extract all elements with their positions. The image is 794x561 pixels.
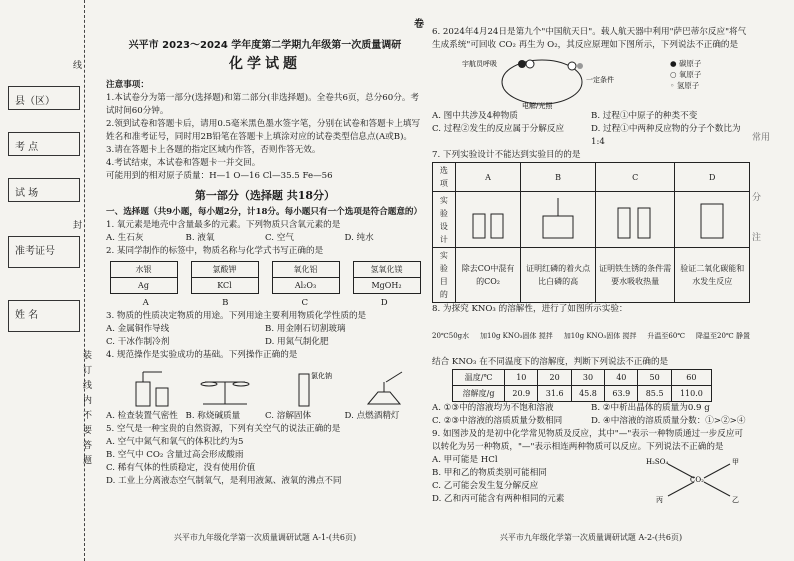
q3-option-b[interactable]: B. 用金刚石切割玻璃 bbox=[265, 324, 346, 334]
field-exam-room[interactable]: 试 场 bbox=[8, 178, 80, 202]
q6-option-c[interactable]: C. 过程②发生的反应属于分解反应 bbox=[432, 124, 565, 134]
question-4-options bbox=[106, 410, 424, 423]
q6-option-a[interactable]: A. 图中共涉及4种物质 bbox=[432, 111, 518, 121]
notice-4: 4.考试结束，本试卷和答题卡一并交回。 bbox=[106, 158, 261, 168]
step-3: 升温至60℃ bbox=[647, 331, 686, 340]
left-column bbox=[106, 19, 424, 488]
q2-option-a[interactable]: A bbox=[142, 298, 149, 308]
q2-option-c[interactable]: C bbox=[301, 298, 309, 308]
question-8-note: 结合 KNO₃ 在不同温度下的溶解度，判断下列说法不正确的是 bbox=[432, 357, 669, 367]
q8-option-d[interactable]: D. ④中溶液的溶质质量分数：①>②>④ bbox=[591, 416, 746, 426]
right-column bbox=[432, 26, 750, 512]
airtightness-figure bbox=[116, 368, 176, 408]
balance-figure bbox=[195, 368, 255, 408]
question-9-options bbox=[432, 454, 642, 506]
binding-line bbox=[84, 0, 85, 561]
atomic-masses: 可能用到的相对原子质量：H—1 O—16 Cl—35.5 Fe—56 bbox=[106, 171, 333, 181]
atom-legend bbox=[670, 58, 701, 91]
question-7-table bbox=[432, 162, 750, 303]
astronaut-label: 宇航员呼吸 bbox=[462, 60, 497, 68]
question-1: 1. 氧元素是地壳中含量最多的元素。下列物质只含氧元素的是 bbox=[106, 220, 341, 230]
part-one-title: 第一部分（选择题 共18分） bbox=[194, 189, 336, 202]
table-row: 温度/℃ 10 20 30 40 50 60 bbox=[453, 370, 712, 386]
legend-oxygen: ○ 氧原子 bbox=[670, 70, 702, 79]
line-word: 线 bbox=[71, 60, 81, 69]
right-margin-marks bbox=[752, 20, 786, 540]
question-6-figure bbox=[432, 52, 750, 110]
solubility-table bbox=[452, 369, 712, 402]
right-footer: 兴平市九年级化学第一次质量调研试题 A-2-(共6页) bbox=[499, 533, 683, 542]
exam-header: 兴平市 2023～2024 学年度第二学期九年级第一次质量调研 bbox=[128, 40, 402, 51]
q1-option-b[interactable]: B. 液氧 bbox=[185, 233, 215, 243]
legend-hydrogen: ◦ 氢原子 bbox=[670, 81, 700, 90]
apparatus-d bbox=[675, 192, 750, 248]
question-9: 9. 如图涉及的是初中化学常见物质及反应，其中"—"表示一种物质通过一步反应可以转化为另一种物质，"—"表示相连两种物质可以反应。下列说法不正确的是 bbox=[432, 429, 744, 452]
question-4: 4. 规范操作是实验成功的基础。下列操作正确的是 bbox=[106, 350, 298, 360]
alcohol-lamp-figure bbox=[354, 368, 414, 408]
apparatus-c bbox=[595, 192, 675, 248]
q8-option-b[interactable]: B. ②中析出晶体的质量为0.9 g bbox=[591, 403, 710, 413]
notice-title: 注意事项： bbox=[106, 80, 149, 90]
table-row: 实验设计 bbox=[433, 192, 750, 248]
reaction-cycle-diagram bbox=[462, 52, 662, 110]
sodium-chloride-label: 氯化钠 bbox=[310, 372, 332, 380]
question-4-figures bbox=[106, 364, 424, 408]
question-2-labels bbox=[106, 261, 424, 294]
left-footer: 兴平市九年级化学第一次质量调研试题 A-1-(共6页) bbox=[173, 533, 357, 542]
node-bing: 丙 bbox=[656, 496, 663, 504]
label-a: 水银 Ag bbox=[110, 261, 178, 294]
question-8: 8. 为探究 KNO₃ 的溶解性，进行了如图所示实验： bbox=[432, 304, 628, 314]
q9-option-c[interactable]: C. 乙可能会发生复分解反应 bbox=[432, 481, 539, 491]
q3-option-c[interactable]: C. 干冰作制冷剂 bbox=[106, 337, 170, 347]
q8-option-a[interactable]: A. ①③中的溶液均为不饱和溶液 bbox=[432, 403, 554, 413]
step-1: 加10g KNO₃固体 搅拌 bbox=[480, 331, 553, 340]
question-2: 2. 某同学制作的标签中，物质名称与化学式书写正确的是 bbox=[106, 246, 324, 256]
q1-option-a[interactable]: A. 生石灰 bbox=[106, 233, 144, 243]
table-row: 实验目的 除去CO中混有的CO₂ 证明红磷的着火点比白磷的高 证明铁生锈的条件需要水吸收热量 验证二氧化碳能和水发生反应 bbox=[433, 248, 750, 303]
label-d: 氢氧化镁 MgOH₂ bbox=[353, 261, 421, 294]
question-6: 6. 2024年4月24日是第九个"中国航天日"。载人航天器中利用"萨巴蒂尔反应"将气生成系统"可回收 CO₂ 再生为 O₂，其反应原理如下图所示，下列说法不正确的是 bbox=[432, 27, 747, 50]
q1-option-c[interactable]: C. 空气 bbox=[265, 233, 294, 243]
field-ticket-number[interactable]: 准考证号 bbox=[8, 236, 80, 268]
notice-2: 2.领到试卷和答题卡后，请用0.5毫米黑色墨水签字笔，分别在试卷和答题卡上填写姓名和准考证号，同时用2B铅笔在答题卡上填涂对应的试卷类型信息点(A或B)。 bbox=[106, 119, 421, 142]
margin-mark-2: 分 bbox=[752, 193, 762, 203]
question-7: 7. 下列实验设计不能达到实验目的的是 bbox=[432, 150, 581, 160]
condition-label: 一定条件 bbox=[586, 76, 614, 84]
label-c: 氧化铝 Al₂O₃ bbox=[272, 261, 340, 294]
question-8-steps bbox=[432, 316, 750, 356]
relation-diagram bbox=[646, 454, 746, 504]
q8-option-c[interactable]: C. ②③中溶液的溶质质量分数相同 bbox=[432, 416, 563, 426]
subject-title: 化学试题 bbox=[229, 56, 301, 72]
margin-mark-3: 注 bbox=[752, 233, 762, 243]
question-9-area bbox=[432, 454, 750, 512]
cylinder-figure bbox=[275, 368, 335, 408]
q4-option-d[interactable]: D. 点燃酒精灯 bbox=[344, 411, 400, 421]
question-3: 3. 物质的性质决定物质的用途。下列用途主要利用物质化学性质的是 bbox=[106, 311, 367, 321]
q4-option-c[interactable]: C. 溶解固体 bbox=[265, 411, 312, 421]
q6-option-b[interactable]: B. 过程①中原子的种类不变 bbox=[591, 111, 698, 121]
q9-option-a[interactable]: A. 甲可能是 HCl bbox=[432, 455, 498, 465]
step-2: 加10g KNO₃固体 搅拌 bbox=[563, 331, 637, 340]
notice-3: 3.请在答题卡上各题的指定区域内作答，否则作答无效。 bbox=[106, 145, 321, 155]
q2-option-d[interactable]: D bbox=[380, 298, 388, 308]
table-row: 溶解度/g 20.9 31.6 45.8 63.9 85.5 110.0 bbox=[453, 386, 712, 402]
electrolysis-label: 电解/光照 bbox=[522, 102, 553, 110]
node-jia: 甲 bbox=[732, 458, 739, 466]
step-4: 降温至20℃ 静置 bbox=[696, 331, 750, 340]
q9-option-d[interactable]: D. 乙和丙可能含有两种相同的元素 bbox=[432, 494, 565, 504]
q5-option-c[interactable]: C. 稀有气体的性质稳定，没有使用价值 bbox=[106, 463, 256, 473]
seal-word: 封 bbox=[71, 220, 81, 229]
question-3-options bbox=[106, 323, 424, 349]
apparatus-b bbox=[521, 192, 595, 248]
question-5: 5. 空气是一种宝贵的自然资源，下列有关空气的说法正确的是 bbox=[106, 424, 341, 434]
q6-option-d[interactable]: D. 过程①中两种反应物的分子个数比为1:4 bbox=[591, 124, 741, 147]
notice-1: 1.本试卷分为第一部分(选择题)和第二部分(非选择题)。全卷共6页，总分60分。考试时间60分钟。 bbox=[106, 93, 420, 116]
node-h2so4: H₂SO₄ bbox=[646, 458, 669, 466]
node-co2: CO₂ bbox=[690, 476, 704, 484]
q5-option-d[interactable]: D. 工业上分离液态空气制氧气，是利用液氮、液氧的沸点不同 bbox=[106, 476, 342, 486]
field-county[interactable]: 县（区） bbox=[8, 86, 80, 110]
apparatus-a bbox=[455, 192, 521, 248]
label-b: 氯酸钾 KCl bbox=[191, 261, 259, 294]
legend-carbon: ● 碳原子 bbox=[670, 59, 702, 68]
q9-option-b[interactable]: B. 甲和乙的物质类别可能相同 bbox=[432, 468, 547, 478]
section-title: 一、选择题（共9小题，每小题2分，计18分。每小题只有一个选项是符合题意的） bbox=[106, 207, 423, 217]
question-8-options bbox=[432, 402, 750, 428]
question-6-options bbox=[432, 110, 750, 149]
q5-option-b[interactable]: B. 空气中 CO₂ 含量过高会形成酸雨 bbox=[106, 450, 244, 460]
table-row: 选项 A B C D bbox=[433, 163, 750, 192]
q4-option-b[interactable]: B. 称烧碱质量 bbox=[185, 411, 241, 421]
beaker-initial: 20℃50g水 bbox=[432, 331, 470, 340]
q3-option-a[interactable]: A. 金属铜作导线 bbox=[106, 324, 170, 334]
corner-mark: 卷 bbox=[414, 19, 424, 30]
node-yi: 乙 bbox=[732, 496, 739, 504]
binding-strip bbox=[0, 0, 100, 561]
field-name[interactable]: 姓 名 bbox=[8, 300, 80, 332]
q1-option-d[interactable]: D. 纯水 bbox=[344, 233, 374, 243]
q3-option-d[interactable]: D. 用氮气制化肥 bbox=[265, 337, 329, 347]
q5-option-a[interactable]: A. 空气中氮气和氧气的体积比约为5 bbox=[106, 437, 244, 447]
question-1-options bbox=[106, 232, 424, 245]
q2-option-b[interactable]: B bbox=[222, 298, 229, 308]
no-answer-note: 装订线内不要答题 bbox=[81, 350, 91, 470]
margin-mark-1: 常用 bbox=[752, 133, 771, 143]
q4-option-a[interactable]: A. 检查装置气密性 bbox=[106, 411, 178, 421]
field-exam-site[interactable]: 考 点 bbox=[8, 132, 80, 156]
question-2-options bbox=[106, 297, 424, 310]
